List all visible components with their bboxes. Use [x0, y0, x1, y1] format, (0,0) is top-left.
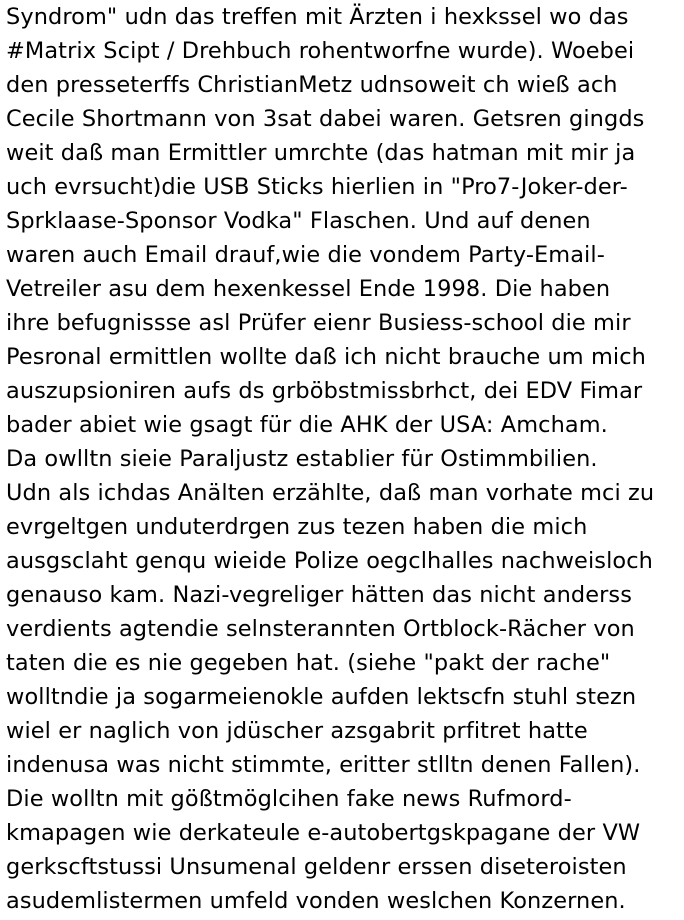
text-line-13: bader abiet wie gsagt für die AHK der USA: Amcham. — [6, 412, 608, 438]
text-line-11: Pesronal ermittlen wollte daß ich nicht brauche um mich — [6, 344, 646, 370]
text-line-10: ihre befugnissse asl Prüfer eienr Busiess-school die mir — [6, 310, 631, 336]
document-text — [6, 0, 682, 918]
text-line-19: verdients agtendie selnsterannten Ortblock-Rächer von — [6, 616, 635, 642]
text-line-1: Syndrom" udn das treffen mit Ärzten i hexkssel wo das — [6, 4, 629, 30]
text-line-22: wiel er naglich von jdüscher azsgabrit prfitret hatte — [6, 718, 588, 744]
text-line-18: genauso kam. Nazi-vegreliger hätten das nicht anderss — [6, 582, 632, 608]
text-line-4: Cecile Shortmann von 3sat dabei waren. Getsren gingds — [6, 106, 645, 132]
text-line-23: indenusa was nicht stimmte, eritter stlltn denen Fallen). — [6, 752, 641, 778]
text-line-25: kmapagen wie derkateule e-autobertgskpagane der VW — [6, 820, 641, 846]
text-line-9: Vetreiler asu dem hexenkessel Ende 1998. Die haben — [6, 276, 611, 302]
text-line-15: Udn als ichdas Anälten erzählte, daß man vorhate mci zu — [6, 480, 655, 506]
text-line-26: gerkscftstussi Unsumenal geldenr erssen diseteroisten — [6, 854, 627, 880]
text-line-20: taten die es nie gegeben hat. (siehe "pakt der rache" — [6, 650, 611, 676]
text-line-12: auszupsioniren aufs ds grböbstmissbrhct, dei EDV Fimar — [6, 378, 643, 404]
text-line-3: den presseterffs ChristianMetz udnsoweit ch wieß ach — [6, 72, 618, 98]
text-line-2: #Matrix Scipt / Drehbuch rohentworfne wurde). Woebei — [6, 38, 635, 64]
text-line-17: ausgsclaht genqu wieide Polize oegclhalles nachweisloch — [6, 548, 653, 574]
text-line-7: Sprklaase-Sponsor Vodka" Flaschen. Und auf denen — [6, 208, 591, 234]
text-line-16: evrgeltgen unduterdrgen zus tezen haben die mich — [6, 514, 588, 540]
text-line-27: asudemlistermen umfeld vonden weslchen Konzernen. — [6, 888, 626, 914]
text-line-24: Die wolltn mit gößtmöglcihen fake news Rufmord- — [6, 786, 572, 812]
text-line-14: Da owlltn sieie Paraljustz establier für Ostimmbilien. — [6, 446, 598, 472]
text-line-5: weit daß man Ermittler umrchte (das hatman mit mir ja — [6, 140, 636, 166]
text-line-21: wolltndie ja sogarmeienokle aufden lektscfn stuhl stezn — [6, 684, 637, 710]
text-line-8: waren auch Email drauf,wie die vondem Party-Email- — [6, 242, 605, 268]
text-line-6: uch evrsucht)die USB Sticks hierlien in "Pro7-Joker-der- — [6, 174, 628, 200]
